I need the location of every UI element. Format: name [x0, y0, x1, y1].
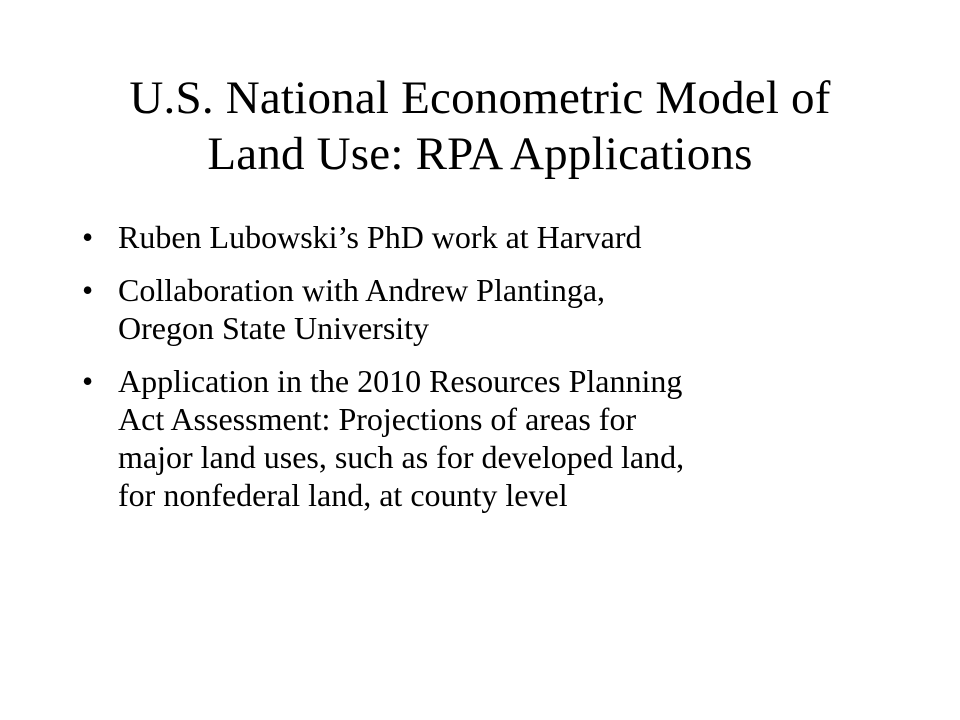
bullet-icon: • [82, 363, 94, 399]
bullet-item [82, 218, 912, 256]
bullet-text-line: Collaboration with Andrew Plantinga, [118, 272, 606, 308]
bullet-text-line: Ruben Lubowski’s PhD work at Harvard [118, 219, 642, 255]
bullet-text-line: for nonfederal land, at county level [118, 477, 568, 513]
slide-title-line: Land Use: RPA Applications [207, 128, 753, 180]
bullet-list [82, 218, 912, 529]
bullet-icon: • [82, 272, 94, 308]
slide-title [48, 70, 912, 182]
bullet-text-line: Act Assessment: Projections of areas for [118, 401, 637, 437]
bullet-text-line: Application in the 2010 Resources Planning [118, 363, 683, 399]
slide-title-line: U.S. National Econometric Model of [129, 72, 831, 124]
bullet-text-line: major land uses, such as for developed land, [118, 439, 685, 475]
bullet-text-line: Oregon State University [118, 310, 430, 346]
bullet-item [82, 271, 912, 347]
bullet-icon: • [82, 219, 94, 255]
bullet-item [82, 362, 912, 514]
